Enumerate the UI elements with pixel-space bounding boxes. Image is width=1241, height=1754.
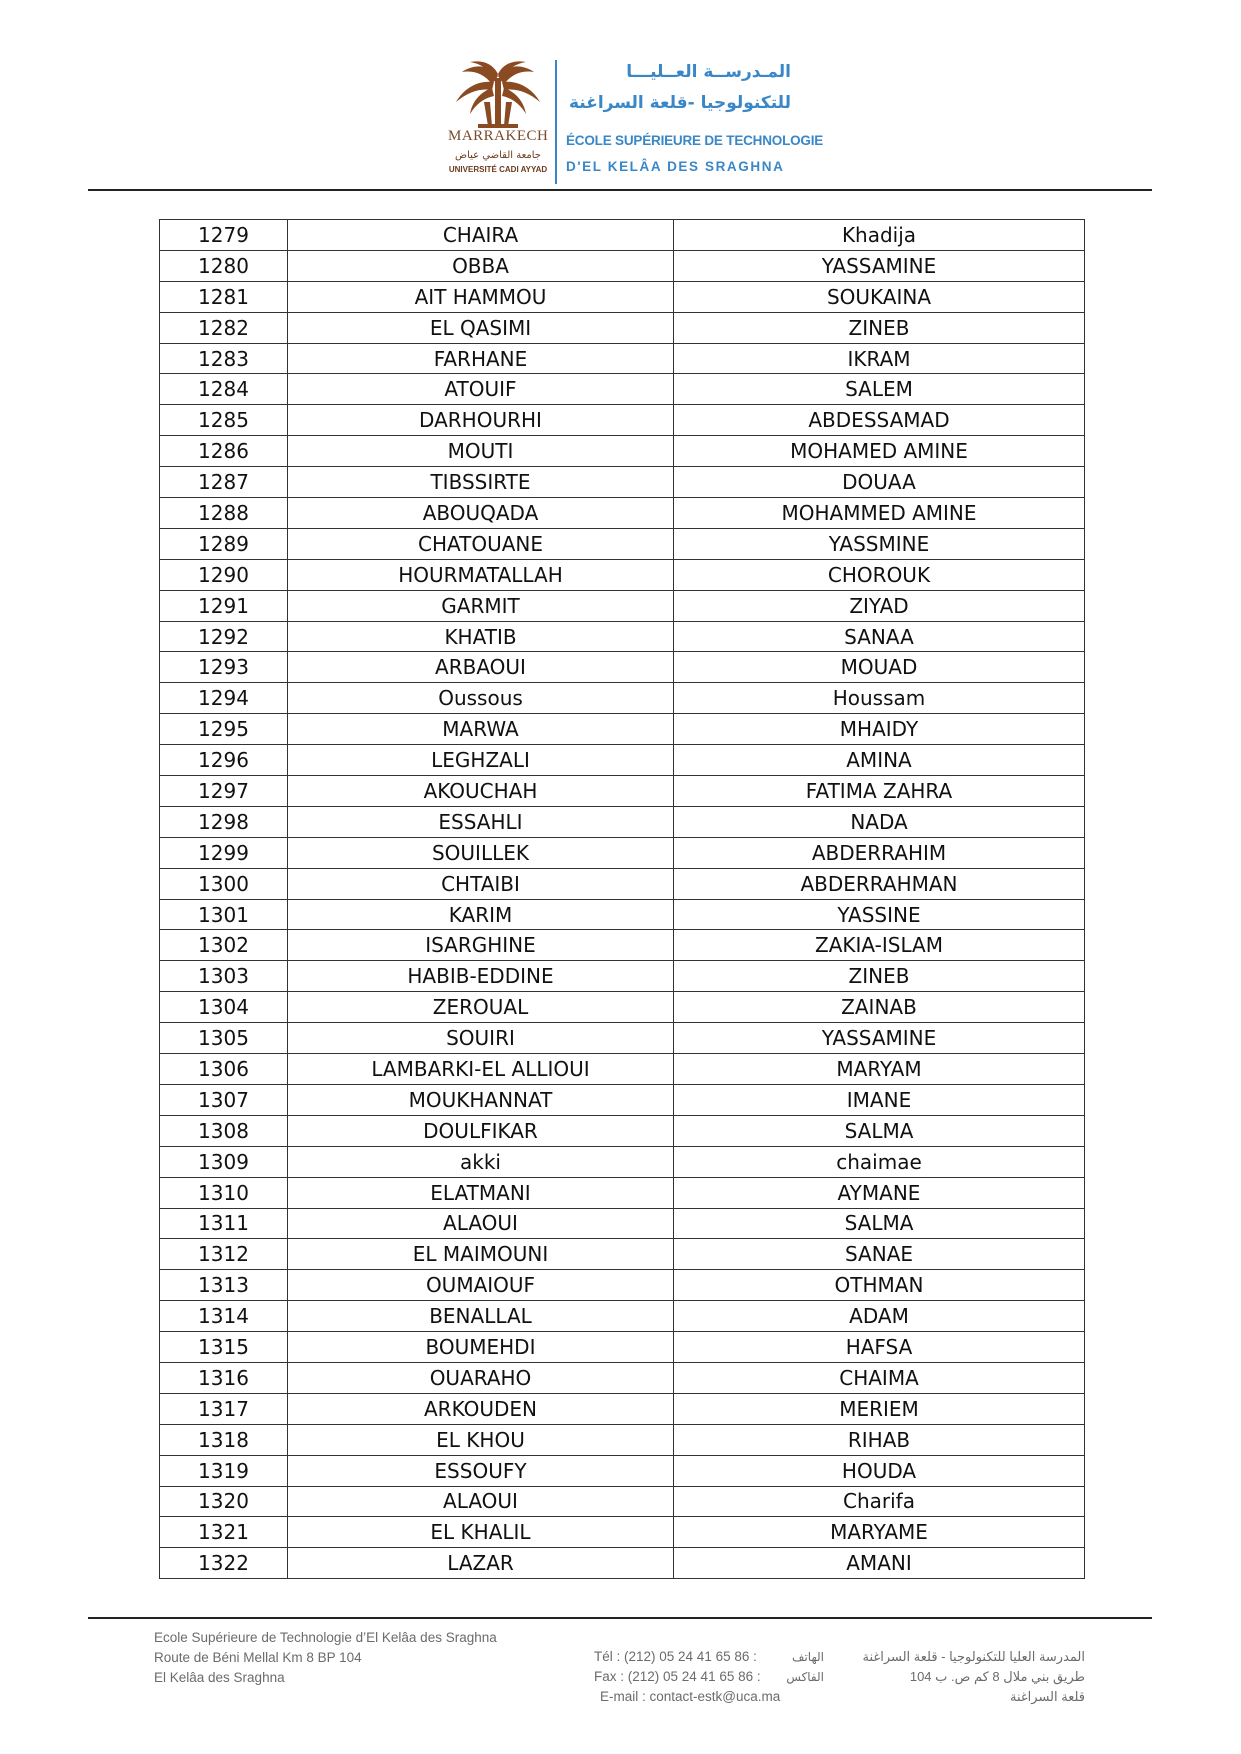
footer-address-french	[154, 1628, 497, 1688]
last-name-cell: MARWA	[288, 714, 674, 745]
table-row	[160, 220, 1085, 251]
first-name-cell: YASSAMINE	[674, 1023, 1085, 1054]
first-name-cell: SANAE	[674, 1239, 1085, 1270]
first-name-cell: IMANE	[674, 1084, 1085, 1115]
first-name-cell: AMINA	[674, 745, 1085, 776]
last-name-cell: LEGHZALI	[288, 745, 674, 776]
row-number-cell: 1286	[160, 436, 288, 467]
table-row	[160, 992, 1085, 1023]
row-number-cell: 1296	[160, 745, 288, 776]
table-row	[160, 652, 1085, 683]
last-name-cell: EL MAIMOUNI	[288, 1239, 674, 1270]
table-row	[160, 528, 1085, 559]
first-name-cell: ABDERRAHMAN	[674, 868, 1085, 899]
first-name-cell: CHAIMA	[674, 1362, 1085, 1393]
university-logo	[448, 58, 548, 186]
footer-address-arabic	[855, 1647, 1085, 1707]
table-row	[160, 1208, 1085, 1239]
last-name-cell: ABOUQADA	[288, 498, 674, 529]
table-row	[160, 1393, 1085, 1424]
table-row	[160, 868, 1085, 899]
last-name-cell: OUMAIOUF	[288, 1270, 674, 1301]
footer-contact	[594, 1647, 824, 1707]
row-number-cell: 1295	[160, 714, 288, 745]
row-number-cell: 1315	[160, 1332, 288, 1363]
table-row	[160, 590, 1085, 621]
table-row	[160, 1455, 1085, 1486]
school-name-arabic-line2: للتكنولوجيا -قلعة السراغنة	[568, 93, 791, 113]
student-list-body	[160, 220, 1085, 1579]
table-row	[160, 1239, 1085, 1270]
row-number-cell: 1290	[160, 559, 288, 590]
footer-email: E-mail : contact-estk@uca.ma	[600, 1689, 781, 1704]
table-row	[160, 1362, 1085, 1393]
row-number-cell: 1304	[160, 992, 288, 1023]
footer-arabic-line1: المدرسة العليا للتكنولوجيا - قلعة السراغنة	[862, 1649, 1085, 1664]
last-name-cell: OBBA	[288, 250, 674, 281]
row-number-cell: 1285	[160, 405, 288, 436]
row-number-cell: 1279	[160, 220, 288, 251]
table-row	[160, 1177, 1085, 1208]
school-name-french-line1: ÉCOLE SUPÉRIEURE DE TECHNOLOGIE	[566, 133, 824, 148]
footer-arabic-line3: قلعة السراغنة	[1009, 1689, 1085, 1704]
first-name-cell: MOUAD	[674, 652, 1085, 683]
footer-city: El Kelâa des Sraghna	[154, 1670, 285, 1685]
header-rule	[88, 189, 1152, 191]
row-number-cell: 1305	[160, 1023, 288, 1054]
table-row	[160, 714, 1085, 745]
first-name-cell: YASSMINE	[674, 528, 1085, 559]
last-name-cell: AKOUCHAH	[288, 776, 674, 807]
last-name-cell: HOURMATALLAH	[288, 559, 674, 590]
last-name-cell: LAZAR	[288, 1548, 674, 1579]
row-number-cell: 1310	[160, 1177, 288, 1208]
last-name-cell: Oussous	[288, 683, 674, 714]
student-list-table	[159, 219, 1085, 1579]
last-name-cell: GARMIT	[288, 590, 674, 621]
table-row	[160, 1146, 1085, 1177]
table-row	[160, 621, 1085, 652]
table-row	[160, 498, 1085, 529]
last-name-cell: CHAIRA	[288, 220, 674, 251]
table-row	[160, 343, 1085, 374]
last-name-cell: KARIM	[288, 899, 674, 930]
first-name-cell: SALMA	[674, 1115, 1085, 1146]
row-number-cell: 1313	[160, 1270, 288, 1301]
row-number-cell: 1319	[160, 1455, 288, 1486]
table-row	[160, 467, 1085, 498]
table-row	[160, 1486, 1085, 1517]
school-name-arabic-line1: المـدرســة العــليـــا	[626, 62, 791, 82]
footer-rule	[88, 1617, 1152, 1619]
last-name-cell: BENALLAL	[288, 1301, 674, 1332]
row-number-cell: 1308	[160, 1115, 288, 1146]
last-name-cell: akki	[288, 1146, 674, 1177]
first-name-cell: MARYAM	[674, 1054, 1085, 1085]
last-name-cell: ARKOUDEN	[288, 1393, 674, 1424]
last-name-cell: BOUMEHDI	[288, 1332, 674, 1363]
first-name-cell: YASSINE	[674, 899, 1085, 930]
table-row	[160, 405, 1085, 436]
row-number-cell: 1316	[160, 1362, 288, 1393]
footer-fax-row	[594, 1667, 824, 1687]
first-name-cell: HOUDA	[674, 1455, 1085, 1486]
row-number-cell: 1312	[160, 1239, 288, 1270]
first-name-cell: MOHAMED AMINE	[674, 436, 1085, 467]
row-number-cell: 1282	[160, 312, 288, 343]
first-name-cell: Houssam	[674, 683, 1085, 714]
first-name-cell: ABDERRAHIM	[674, 837, 1085, 868]
table-row	[160, 1332, 1085, 1363]
first-name-cell: Charifa	[674, 1486, 1085, 1517]
last-name-cell: DARHOURHI	[288, 405, 674, 436]
table-row	[160, 899, 1085, 930]
first-name-cell: IKRAM	[674, 343, 1085, 374]
last-name-cell: EL KHOU	[288, 1424, 674, 1455]
row-number-cell: 1281	[160, 281, 288, 312]
table-row	[160, 281, 1085, 312]
row-number-cell: 1283	[160, 343, 288, 374]
first-name-cell: MHAIDY	[674, 714, 1085, 745]
row-number-cell: 1280	[160, 250, 288, 281]
footer-fax: Fax : (212) 05 24 41 65 86 :	[594, 1669, 761, 1684]
last-name-cell: MOUKHANNAT	[288, 1084, 674, 1115]
last-name-cell: ESSOUFY	[288, 1455, 674, 1486]
footer-phone-label-arabic: الهاتف	[792, 1650, 824, 1664]
last-name-cell: EL KHALIL	[288, 1517, 674, 1548]
first-name-cell: SALEM	[674, 374, 1085, 405]
first-name-cell: AMANI	[674, 1548, 1085, 1579]
row-number-cell: 1299	[160, 837, 288, 868]
table-row	[160, 1023, 1085, 1054]
first-name-cell: ZINEB	[674, 961, 1085, 992]
last-name-cell: TIBSSIRTE	[288, 467, 674, 498]
row-number-cell: 1291	[160, 590, 288, 621]
last-name-cell: CHTAIBI	[288, 868, 674, 899]
table-row	[160, 436, 1085, 467]
row-number-cell: 1317	[160, 1393, 288, 1424]
last-name-cell: AIT HAMMOU	[288, 281, 674, 312]
last-name-cell: SOUIRI	[288, 1023, 674, 1054]
last-name-cell: KHATIB	[288, 621, 674, 652]
table-row	[160, 1270, 1085, 1301]
footer-phone-row	[594, 1647, 824, 1667]
last-name-cell: ALAOUI	[288, 1486, 674, 1517]
row-number-cell: 1298	[160, 806, 288, 837]
footer-school-name: Ecole Supérieure de Technologie d’El Kelâa des Sraghna	[154, 1630, 497, 1645]
first-name-cell: DOUAA	[674, 467, 1085, 498]
row-number-cell: 1303	[160, 961, 288, 992]
table-row	[160, 312, 1085, 343]
footer-phone: Tél : (212) 05 24 41 65 86 :	[594, 1649, 757, 1664]
last-name-cell: FARHANE	[288, 343, 674, 374]
row-number-cell: 1293	[160, 652, 288, 683]
table-row	[160, 930, 1085, 961]
row-number-cell: 1292	[160, 621, 288, 652]
last-name-cell: ZEROUAL	[288, 992, 674, 1023]
first-name-cell: Khadija	[674, 220, 1085, 251]
first-name-cell: MARYAME	[674, 1517, 1085, 1548]
page-header	[0, 0, 1241, 192]
table-row	[160, 1301, 1085, 1332]
table-row	[160, 1054, 1085, 1085]
first-name-cell: FATIMA ZAHRA	[674, 776, 1085, 807]
last-name-cell: ATOUIF	[288, 374, 674, 405]
last-name-cell: OUARAHO	[288, 1362, 674, 1393]
first-name-cell: ZIYAD	[674, 590, 1085, 621]
row-number-cell: 1301	[160, 899, 288, 930]
last-name-cell: ALAOUI	[288, 1208, 674, 1239]
row-number-cell: 1318	[160, 1424, 288, 1455]
table-row	[160, 1548, 1085, 1579]
table-row	[160, 559, 1085, 590]
last-name-cell: LAMBARKI-EL ALLIOUI	[288, 1054, 674, 1085]
last-name-cell: HABIB-EDDINE	[288, 961, 674, 992]
row-number-cell: 1314	[160, 1301, 288, 1332]
first-name-cell: AYMANE	[674, 1177, 1085, 1208]
first-name-cell: SALMA	[674, 1208, 1085, 1239]
first-name-cell: ZAKIA-ISLAM	[674, 930, 1085, 961]
row-number-cell: 1321	[160, 1517, 288, 1548]
row-number-cell: 1300	[160, 868, 288, 899]
last-name-cell: EL QASIMI	[288, 312, 674, 343]
first-name-cell: OTHMAN	[674, 1270, 1085, 1301]
table-row	[160, 837, 1085, 868]
table-row	[160, 961, 1085, 992]
last-name-cell: MOUTI	[288, 436, 674, 467]
school-name-french-line2: D'EL KELÂA DES SRAGHNA	[566, 159, 785, 174]
row-number-cell: 1322	[160, 1548, 288, 1579]
first-name-cell: MERIEM	[674, 1393, 1085, 1424]
table-row	[160, 1424, 1085, 1455]
first-name-cell: MOHAMMED AMINE	[674, 498, 1085, 529]
first-name-cell: SANAA	[674, 621, 1085, 652]
table-row	[160, 806, 1085, 837]
row-number-cell: 1307	[160, 1084, 288, 1115]
first-name-cell: NADA	[674, 806, 1085, 837]
first-name-cell: RIHAB	[674, 1424, 1085, 1455]
row-number-cell: 1309	[160, 1146, 288, 1177]
first-name-cell: ADAM	[674, 1301, 1085, 1332]
first-name-cell: CHOROUK	[674, 559, 1085, 590]
table-row	[160, 683, 1085, 714]
footer-arabic-line2: طريق بني ملال 8 كم ص. ب 104	[909, 1669, 1085, 1684]
logo-university-french: UNIVERSITÉ CADI AYYAD	[448, 165, 548, 174]
row-number-cell: 1289	[160, 528, 288, 559]
last-name-cell: ARBAOUI	[288, 652, 674, 683]
first-name-cell: ZAINAB	[674, 992, 1085, 1023]
table-row	[160, 250, 1085, 281]
row-number-cell: 1284	[160, 374, 288, 405]
row-number-cell: 1287	[160, 467, 288, 498]
row-number-cell: 1294	[160, 683, 288, 714]
footer-road: Route de Béni Mellal Km 8 BP 104	[154, 1650, 362, 1665]
table-row	[160, 776, 1085, 807]
row-number-cell: 1297	[160, 776, 288, 807]
header-divider	[555, 60, 557, 184]
first-name-cell: YASSAMINE	[674, 250, 1085, 281]
first-name-cell: SOUKAINA	[674, 281, 1085, 312]
last-name-cell: ISARGHINE	[288, 930, 674, 961]
table-row	[160, 1084, 1085, 1115]
last-name-cell: DOULFIKAR	[288, 1115, 674, 1146]
table-row	[160, 745, 1085, 776]
row-number-cell: 1302	[160, 930, 288, 961]
first-name-cell: ZINEB	[674, 312, 1085, 343]
row-number-cell: 1306	[160, 1054, 288, 1085]
table-row	[160, 374, 1085, 405]
row-number-cell: 1288	[160, 498, 288, 529]
first-name-cell: ABDESSAMAD	[674, 405, 1085, 436]
footer-fax-label-arabic: الفاكس	[786, 1670, 824, 1684]
palm-logo-icon	[448, 58, 548, 130]
last-name-cell: ESSAHLI	[288, 806, 674, 837]
last-name-cell: CHATOUANE	[288, 528, 674, 559]
row-number-cell: 1311	[160, 1208, 288, 1239]
logo-city-text: MARRAKECH	[448, 128, 549, 144]
first-name-cell: chaimae	[674, 1146, 1085, 1177]
last-name-cell: ELATMANI	[288, 1177, 674, 1208]
row-number-cell: 1320	[160, 1486, 288, 1517]
table-row	[160, 1517, 1085, 1548]
logo-university-arabic: جامعة القاضي عياض	[454, 150, 541, 161]
first-name-cell: HAFSA	[674, 1332, 1085, 1363]
last-name-cell: SOUILLEK	[288, 837, 674, 868]
table-row	[160, 1115, 1085, 1146]
